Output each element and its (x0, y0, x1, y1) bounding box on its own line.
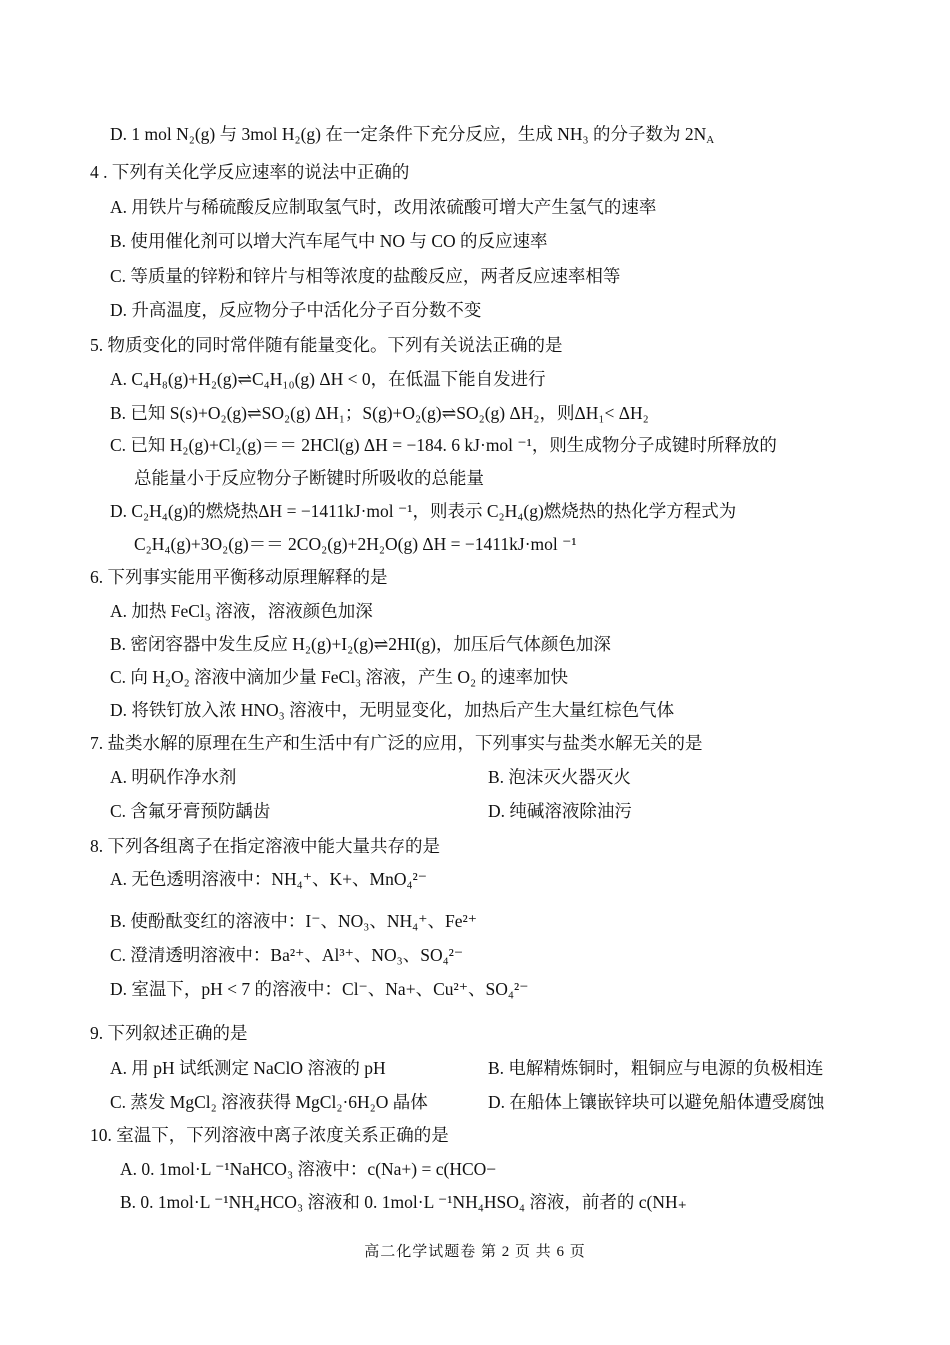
q8-option-d: D. 室温下，pH < 7 的溶液中：Cl⁻、Na+、Cu²⁺、SO₄²⁻ (110, 979, 529, 999)
question-10-stem: 10. 室温下，下列溶液中离子浓度关系正确的是 (90, 1125, 449, 1145)
q8-option-b: B. 使酚酞变红的溶液中：I⁻、NO₃、NH₄⁺、Fe²⁺ (110, 911, 477, 931)
q10-option-a: A. 0. 1mol·L ⁻¹NaHCO₃ 溶液中：c(Na+) = c(HCO− (120, 1159, 497, 1179)
q8-option-a: A. 无色透明溶液中：NH₄⁺、K+、MnO₄²⁻ (110, 869, 428, 889)
q6-option-b: B. 密闭容器中发生反应 H₂(g)+I₂(g)⇌2HI(g)，加压后气体颜色加深 (110, 634, 611, 654)
q5-option-a: A. C₄H₈(g)+H₂(g)⇌C₄H₁₀(g) ΔH < 0，在低温下能自发进行 (110, 369, 546, 389)
question-9-stem: 9. 下列叙述正确的是 (90, 1023, 248, 1043)
q9-option-d: D. 在船体上镶嵌锌块可以避免船体遭受腐蚀 (488, 1092, 825, 1112)
q5-option-c-line1: C. 已知 H₂(g)+Cl₂(g)＝＝ 2HCl(g) ΔH = −184. 6 kJ·mol ⁻¹，则生成物分子成键时所释放的 (110, 435, 777, 455)
page-footer: 高二化学试题卷 第 2 页 共 6 页 (364, 1244, 586, 1260)
q3-option-d: D. 1 mol N₂(g) 与 3mol H₂(g) 在一定条件下充分反应，生成 NH₃ 的分子数为 $2N_A$ (110, 124, 715, 146)
q7-option-a: A. 明矾作净水剂 (110, 767, 237, 787)
q7-option-d: D. 纯碱溶液除油污 (488, 801, 632, 821)
question-6-stem: 6. 下列事实能用平衡移动原理解释的是 (90, 567, 388, 587)
q9-option-a: A. 用 pH 试纸测定 NaClO 溶液的 pH (110, 1058, 386, 1078)
q8-option-c: C. 澄清透明溶液中：Ba²⁺、Al³⁺、NO₃、SO₄²⁻ (110, 945, 464, 965)
question-8-stem: 8. 下列各组离子在指定溶液中能大量共存的是 (90, 836, 440, 856)
q6-option-a: A. 加热 FeCl₃ 溶液，溶液颜色加深 (110, 601, 373, 621)
q4-option-b: B. 使用催化剂可以增大汽车尾气中 NO 与 CO 的反应速率 (110, 231, 548, 251)
q4-option-d: D. 升高温度，反应物分子中活化分子百分数不变 (110, 300, 482, 320)
q6-option-c: C. 向 H₂O₂ 溶液中滴加少量 FeCl₃ 溶液，产生 O₂ 的速率加快 (110, 667, 569, 687)
question-4-stem: 4 . 下列有关化学反应速率的说法中正确的 (90, 162, 410, 182)
q5-option-b: B. 已知 S(s)+O₂(g)⇌SO₂(g) ΔH₁；S(g)+O₂(g)⇌SO₂(g) ΔH₂，则ΔH₁< ΔH₂ (110, 403, 649, 423)
q7-option-b: B. 泡沫灭火器灭火 (488, 767, 631, 787)
q5-option-c-line2: 总能量小于反应物分子断键时所吸收的总能量 (134, 468, 484, 488)
q9-option-c: C. 蒸发 MgCl₂ 溶液获得 MgCl₂·6H₂O 晶体 (110, 1092, 428, 1112)
q6-option-d: D. 将铁钉放入浓 HNO₃ 溶液中，无明显变化，加热后产生大量红棕色气体 (110, 700, 675, 720)
q4-option-a: A. 用铁片与稀硫酸反应制取氢气时，改用浓硫酸可增大产生氢气的速率 (110, 197, 657, 217)
q4-option-c: C. 等质量的锌粉和锌片与相等浓度的盐酸反应，两者反应速率相等 (110, 266, 621, 286)
question-7-stem: 7. 盐类水解的原理在生产和生活中有广泛的应用，下列事实与盐类水解无关的是 (90, 733, 703, 753)
q5-option-d-line2: C₂H₄(g)+3O₂(g)＝＝ 2CO₂(g)+2H₂O(g) ΔH = −1411kJ·mol ⁻¹ (134, 534, 577, 554)
q7-option-c: C. 含氟牙膏预防龋齿 (110, 801, 271, 821)
question-5-stem: 5. 物质变化的同时常伴随有能量变化。下列有关说法正确的是 (90, 335, 563, 355)
q9-option-b: B. 电解精炼铜时，粗铜应与电源的负极相连 (488, 1058, 824, 1078)
q5-option-d-line1: D. C₂H₄(g)的燃烧热ΔH = −1411kJ·mol ⁻¹，则表示 C₂H₄(g)燃烧热的热化学方程式为 (110, 501, 737, 521)
q10-option-b: B. 0. 1mol·L ⁻¹NH₄HCO₃ 溶液和 0. 1mol·L ⁻¹NH₄HSO₄ 溶液，前者的 c(NH₊ (120, 1192, 687, 1212)
